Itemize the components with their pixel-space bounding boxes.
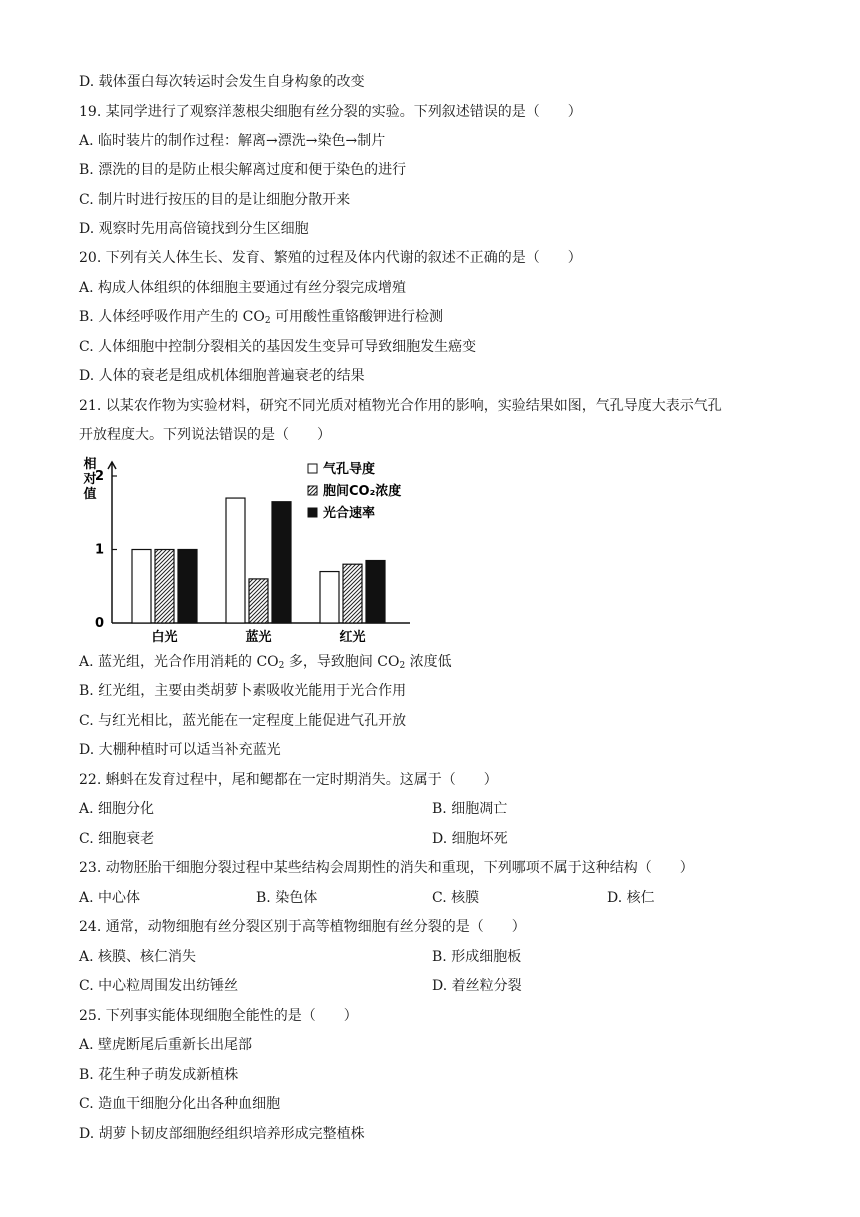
q20-option-b: B. 人体经呼吸作用产生的 $CO_2$ 可用酸性重铬酸钾进行检测 — [79, 309, 444, 326]
q24-option-c: C. 中心粒周围发出纺锤丝 — [79, 978, 239, 994]
q24-stem: 24. 通常，动物细胞有丝分裂区别于高等植物细胞有丝分裂的是（ ） — [79, 919, 526, 935]
q23-option-b: B. 染色体 — [256, 890, 318, 906]
y-tick-label: 0 — [94, 616, 104, 631]
q21-option-a: A. 蓝光组，光合作用消耗的 $CO_2$ 多，导致胞间 $CO_2$ 浓度低 — [79, 654, 452, 671]
q19-option-b: B. 漂洗的目的是防止根尖解离过度和便于染色的进行 — [79, 162, 407, 178]
q22-option-b: B. 细胞凋亡 — [432, 801, 508, 817]
q21-option-b: B. 红光组，主要由类胡萝卜素吸收光能用于光合作用 — [79, 683, 407, 699]
chart-legend — [308, 461, 401, 521]
q19-option-a: A. 临时装片的制作过程：解离→漂洗→染色→制片 — [79, 133, 386, 149]
q23-stem: 23. 动物胚胎干细胞分裂过程中某些结构会周期性的消失和重现，下列哪项不属于这种结构（ ） — [79, 860, 694, 876]
y-axis-label-char: 值 — [83, 487, 97, 502]
q21-option-d: D. 大棚种植时可以适当补充蓝光 — [79, 742, 281, 758]
q20-option-d: D. 人体的衰老是组成机体细胞普遍衰老的结果 — [79, 368, 365, 384]
q21-stem-line2: 开放程度大。下列说法错误的是（ ） — [79, 427, 331, 443]
bar-1-2 — [226, 498, 245, 623]
bar-3-1 — [178, 550, 197, 624]
q20-option-a: A. 构成人体组织的体细胞主要通过有丝分裂完成增殖 — [79, 280, 407, 296]
bar-3-2 — [272, 502, 291, 623]
q24-option-b: B. 形成细胞板 — [432, 949, 522, 965]
y-tick-label: 2 — [94, 469, 104, 484]
x-tick-label: 白光 — [151, 630, 178, 645]
q25-option-c: C. 造血干细胞分化出各种血细胞 — [79, 1096, 281, 1112]
legend-swatch-2 — [308, 486, 317, 495]
bar-2-2 — [249, 579, 268, 623]
q19-option-c: C. 制片时进行按压的目的是让细胞分散开来 — [79, 192, 351, 208]
legend-swatch-3 — [308, 508, 317, 517]
q23-option-d: D. 核仁 — [607, 890, 655, 906]
q18-option-d: D. 载体蛋白每次转运时会发生自身构象的改变 — [79, 74, 365, 90]
q19-stem: 19. 某同学进行了观察洋葱根尖细胞有丝分裂的实验。下列叙述错误的是（ ） — [79, 104, 582, 120]
legend-swatch-1 — [308, 464, 317, 473]
q21-stem-line1: 21. 以某农作物为实验材料，研究不同光质对植物光合作用的影响，实验结果如图，气孔导度大表示气孔 — [79, 398, 722, 414]
q23-option-a: A. 中心体 — [79, 890, 141, 906]
x-tick-label: 红光 — [339, 630, 366, 645]
y-tick-label: 1 — [94, 542, 104, 558]
legend-label-3: 光合速率 — [323, 506, 376, 521]
q22-option-c: C. 细胞衰老 — [79, 831, 155, 847]
bar-1-1 — [132, 550, 151, 624]
q23-option-c: C. 核膜 — [432, 890, 480, 906]
bar-1-3 — [320, 572, 339, 623]
q21-bar-chart — [80, 452, 420, 648]
q22-stem: 22. 蝌蚪在发育过程中，尾和鳃都在一定时期消失。这属于（ ） — [79, 772, 498, 788]
bar-3-3 — [366, 561, 385, 623]
q25-stem: 25. 下列事实能体现细胞全能性的是（ ） — [79, 1008, 358, 1024]
bar-2-3 — [343, 564, 362, 623]
x-tick-label: 蓝光 — [245, 630, 272, 645]
q24-option-d: D. 着丝粒分裂 — [432, 978, 522, 994]
q20-option-c: C. 人体细胞中控制分裂相关的基因发生变异可导致细胞发生癌变 — [79, 339, 477, 355]
q25-option-d: D. 胡萝卜韧皮部细胞经组织培养形成完整植株 — [79, 1126, 365, 1142]
q20-stem: 20. 下列有关人体生长、发育、繁殖的过程及体内代谢的叙述不正确的是（ ） — [79, 250, 582, 266]
q19-option-d: D. 观察时先用高倍镜找到分生区细胞 — [79, 221, 309, 237]
y-axis-label-char: 对 — [83, 472, 97, 487]
q22-option-d: D. 细胞坏死 — [432, 831, 508, 847]
legend-label-2: 胞间CO₂浓度 — [323, 484, 402, 499]
y-axis-label-char: 相 — [83, 457, 97, 472]
q25-option-a: A. 壁虎断尾后重新长出尾部 — [79, 1037, 253, 1053]
q24-option-a: A. 核膜、核仁消失 — [79, 949, 197, 965]
q21-option-c: C. 与红光相比，蓝光能在一定程度上能促进气孔开放 — [79, 713, 407, 729]
bar-2-1 — [155, 550, 174, 624]
q25-option-b: B. 花生种子萌发成新植株 — [79, 1067, 239, 1083]
q22-option-a: A. 细胞分化 — [79, 801, 155, 817]
legend-label-1: 气孔导度 — [323, 462, 376, 477]
